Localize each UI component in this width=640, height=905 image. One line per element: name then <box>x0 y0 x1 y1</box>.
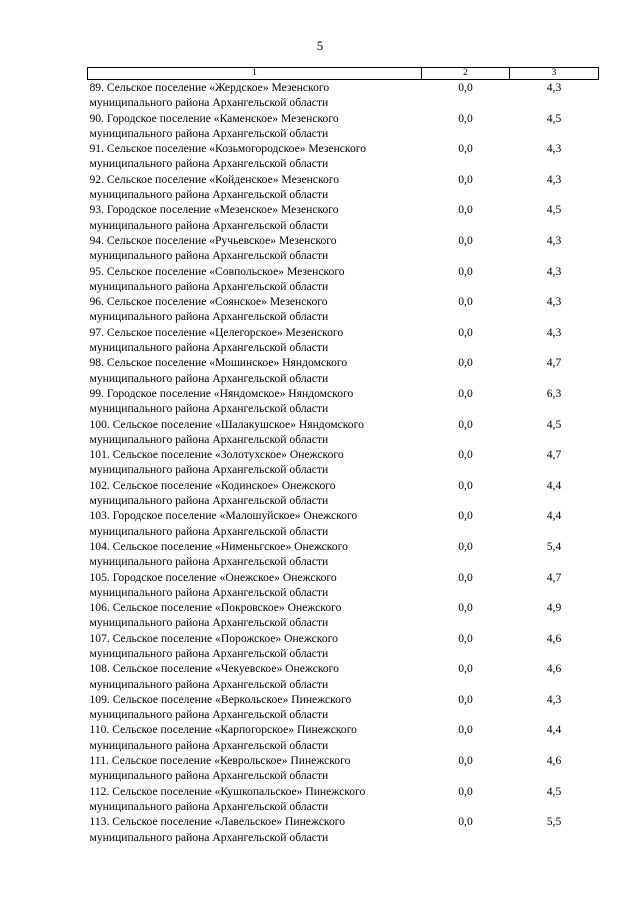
table-row-continuation <box>88 830 599 845</box>
settlement-name-line2: муниципального района Архангельской области <box>89 96 329 110</box>
table-row-continuation <box>88 646 599 661</box>
settlement-name-line2: муниципального района Архангельской области <box>89 708 329 722</box>
settlement-name-line1: 90. Городское поселение «Каменское» Мезенского <box>89 111 339 125</box>
empty-cell <box>510 248 599 263</box>
table-row <box>88 172 599 187</box>
empty-cell <box>422 707 510 722</box>
empty-cell <box>422 432 510 447</box>
empty-cell <box>422 462 510 477</box>
empty-cell <box>422 738 510 753</box>
settlement-name-line1: 96. Сельское поселение «Соянское» Мезенского <box>89 295 328 309</box>
table-row-continuation <box>88 707 599 722</box>
value-col-2: 0,0 <box>458 356 473 370</box>
empty-cell <box>510 554 599 569</box>
data-table <box>87 67 599 845</box>
settlement-name-line2: муниципального района Архангельской области <box>89 738 329 752</box>
table-row-continuation <box>88 524 599 539</box>
settlement-name-line1: 100. Сельское поселение «Шалакушское» Няндомского <box>89 417 364 431</box>
settlement-name-line1: 98. Сельское поселение «Мошинское» Няндомского <box>89 356 348 370</box>
value-col-2: 0,0 <box>458 692 473 706</box>
empty-cell <box>422 554 510 569</box>
empty-cell <box>422 768 510 783</box>
value-col-3: 4,6 <box>546 754 562 768</box>
empty-cell <box>422 156 510 171</box>
table-header <box>88 68 599 80</box>
value-col-3: 4,7 <box>546 448 562 462</box>
table-row <box>88 784 599 799</box>
table-row-continuation <box>88 95 599 110</box>
table-row-continuation <box>88 340 599 355</box>
table-row-continuation <box>88 432 599 447</box>
empty-cell <box>422 646 510 661</box>
settlement-name-line2: муниципального района Архангельской области <box>89 769 329 783</box>
settlement-name-line2: муниципального района Архангельской области <box>89 402 329 416</box>
settlement-name-line1: 108. Сельское поселение «Чекуевское» Онежского <box>89 662 339 676</box>
settlement-name-line2: муниципального района Архангельской области <box>89 555 329 569</box>
table-row <box>88 631 599 646</box>
table-row <box>88 264 599 279</box>
settlement-name-line2: муниципального района Архангельской области <box>89 799 329 813</box>
value-col-3: 4,6 <box>546 631 562 645</box>
value-col-3: 4,3 <box>546 142 562 156</box>
settlement-name-line2: муниципального района Архангельской области <box>89 646 329 660</box>
table-row <box>88 814 599 829</box>
settlement-name-line2: муниципального района Архангельской области <box>89 371 329 385</box>
value-col-3: 4,5 <box>546 417 562 431</box>
empty-cell <box>510 707 599 722</box>
settlement-name-line1: 89. Сельское поселение «Жердское» Мезенского <box>89 81 330 94</box>
table-row <box>88 80 599 96</box>
value-col-2: 0,0 <box>458 570 473 584</box>
settlement-name-line1: 92. Сельское поселение «Койденское» Мезенского <box>89 172 340 186</box>
settlement-name-line2: муниципального района Архангельской области <box>89 677 329 691</box>
empty-cell <box>422 187 510 202</box>
value-col-3: 4,5 <box>546 111 562 125</box>
table-row <box>88 294 599 309</box>
table-row <box>88 386 599 401</box>
empty-cell <box>510 646 599 661</box>
empty-cell <box>510 585 599 600</box>
empty-cell <box>510 462 599 477</box>
settlement-name-line2: муниципального района Архангельской области <box>89 524 329 538</box>
value-col-2: 0,0 <box>458 662 473 676</box>
table-row-continuation <box>88 156 599 171</box>
header-col-2: 2 <box>422 68 510 80</box>
empty-cell <box>510 218 599 233</box>
table-row <box>88 539 599 554</box>
empty-cell <box>510 156 599 171</box>
empty-cell <box>510 768 599 783</box>
empty-cell <box>510 126 599 141</box>
value-col-3: 4,7 <box>546 356 562 370</box>
empty-cell <box>422 126 510 141</box>
settlement-name-line1: 91. Сельское поселение «Козьмогородское» Мезенского <box>89 142 367 156</box>
table-row-continuation <box>88 248 599 263</box>
value-col-3: 4,3 <box>546 233 562 247</box>
value-col-2: 0,0 <box>458 81 473 94</box>
page-number: 5 <box>316 38 324 53</box>
value-col-3: 4,4 <box>546 509 562 523</box>
table-row-continuation <box>88 615 599 630</box>
value-col-2: 0,0 <box>458 601 473 615</box>
table-row-continuation <box>88 126 599 141</box>
settlement-name-line1: 99. Городское поселение «Няндомское» Няндомского <box>89 386 354 400</box>
table-row <box>88 722 599 737</box>
empty-cell <box>422 248 510 263</box>
empty-cell <box>510 432 599 447</box>
empty-cell <box>422 615 510 630</box>
settlement-name-line2: муниципального района Архангельской области <box>89 249 329 263</box>
empty-cell <box>510 799 599 814</box>
table-row-continuation <box>88 493 599 508</box>
settlement-name-line1: 111. Сельское поселение «Кеврольское» Пинежского <box>89 754 351 768</box>
table-row <box>88 661 599 676</box>
empty-cell <box>422 340 510 355</box>
table-row <box>88 325 599 340</box>
table-row <box>88 600 599 615</box>
settlement-name-line2: муниципального района Архангельской области <box>89 279 329 293</box>
settlement-name-line1: 107. Сельское поселение «Порожское» Онежского <box>89 631 338 645</box>
value-col-2: 0,0 <box>458 172 473 186</box>
table-row <box>88 141 599 156</box>
table-row-continuation <box>88 371 599 386</box>
empty-cell <box>422 524 510 539</box>
empty-cell <box>422 493 510 508</box>
settlement-name-line1: 94. Сельское поселение «Ручьевское» Мезенского <box>89 233 337 247</box>
value-col-3: 4,5 <box>546 784 562 798</box>
table-row-continuation <box>88 738 599 753</box>
settlement-name-line1: 106. Сельское поселение «Покровское» Онежского <box>89 601 342 615</box>
table-row <box>88 570 599 585</box>
empty-cell <box>422 309 510 324</box>
settlement-name-line2: муниципального района Архангельской области <box>89 830 329 844</box>
settlement-name-line2: муниципального района Архангельской области <box>89 310 329 324</box>
value-col-3: 4,3 <box>546 295 562 309</box>
settlement-name-line2: муниципального района Архангельской области <box>89 188 329 202</box>
value-col-2: 0,0 <box>458 417 473 431</box>
value-col-3: 4,7 <box>546 570 562 584</box>
table-body <box>88 80 599 845</box>
header-col-3: 3 <box>510 68 599 80</box>
table-row <box>88 355 599 370</box>
settlement-name-line1: 102. Сельское поселение «Кодинское» Онежского <box>89 478 336 492</box>
value-col-2: 0,0 <box>458 631 473 645</box>
table-row <box>88 447 599 462</box>
empty-cell <box>422 401 510 416</box>
settlement-name-line1: 101. Сельское поселение «Золотухское» Онежского <box>89 448 344 462</box>
settlement-name-line1: 103. Городское поселение «Малошуйское» Онежского <box>89 509 358 523</box>
value-col-2: 0,0 <box>458 478 473 492</box>
empty-cell <box>422 799 510 814</box>
empty-cell <box>510 371 599 386</box>
settlement-name-line2: муниципального района Архангельской области <box>89 463 329 477</box>
value-col-3: 5,4 <box>546 539 562 553</box>
value-col-2: 0,0 <box>458 295 473 309</box>
value-col-2: 0,0 <box>458 784 473 798</box>
value-col-3: 4,3 <box>546 81 562 94</box>
empty-cell <box>510 524 599 539</box>
table-row-continuation <box>88 218 599 233</box>
table-row <box>88 692 599 707</box>
value-col-2: 0,0 <box>458 264 473 278</box>
table-row <box>88 233 599 248</box>
table-row-continuation <box>88 799 599 814</box>
value-col-2: 0,0 <box>458 539 473 553</box>
table-row <box>88 111 599 126</box>
empty-cell <box>510 279 599 294</box>
empty-cell <box>510 830 599 845</box>
empty-cell <box>510 738 599 753</box>
empty-cell <box>510 187 599 202</box>
settlement-name-line1: 104. Сельское поселение «Нименьгское» Онежского <box>89 539 348 553</box>
settlement-name-line1: 93. Городское поселение «Мезенское» Мезенского <box>89 203 339 217</box>
settlement-name-line2: муниципального района Архангельской области <box>89 616 329 630</box>
header-row <box>88 68 599 80</box>
table-row-continuation <box>88 401 599 416</box>
value-col-3: 4,3 <box>546 692 562 706</box>
empty-cell <box>510 615 599 630</box>
table-row-continuation <box>88 187 599 202</box>
settlement-name-line2: муниципального района Архангельской области <box>89 218 329 232</box>
settlement-name-line2: муниципального района Архангельской области <box>89 126 329 140</box>
value-col-2: 0,0 <box>458 448 473 462</box>
table-row <box>88 202 599 217</box>
empty-cell <box>422 677 510 692</box>
value-col-2: 0,0 <box>458 233 473 247</box>
table-row-continuation <box>88 279 599 294</box>
table-row-continuation <box>88 462 599 477</box>
value-col-3: 4,5 <box>546 203 562 217</box>
value-col-3: 5,5 <box>546 815 562 829</box>
value-col-2: 0,0 <box>458 203 473 217</box>
settlement-name-line1: 110. Сельское поселение «Карпогорское» Пинежского <box>89 723 357 737</box>
table-row <box>88 417 599 432</box>
settlement-name-line1: 97. Сельское поселение «Целегорское» Мезенского <box>89 325 344 339</box>
empty-cell <box>422 371 510 386</box>
empty-cell <box>422 279 510 294</box>
value-col-3: 4,3 <box>546 264 562 278</box>
value-col-2: 0,0 <box>458 386 473 400</box>
settlement-name-line2: муниципального района Архангельской области <box>89 432 329 446</box>
empty-cell <box>510 401 599 416</box>
settlement-name-line1: 112. Сельское поселение «Кушкопальское» Пинежского <box>89 784 366 798</box>
header-col-1: 1 <box>88 68 422 80</box>
value-col-2: 0,0 <box>458 111 473 125</box>
settlement-name-line2: муниципального района Архангельской области <box>89 494 329 508</box>
settlement-name-line2: муниципального района Архангельской области <box>89 157 329 171</box>
value-col-3: 4,9 <box>546 601 562 615</box>
settlement-name-line2: муниципального района Архангельской области <box>89 341 329 355</box>
table-row-continuation <box>88 309 599 324</box>
empty-cell <box>510 677 599 692</box>
table-row-continuation <box>88 554 599 569</box>
settlement-name-line1: 105. Городское поселение «Онежское» Онежского <box>89 570 337 584</box>
settlement-name-line1: 113. Сельское поселение «Лавельское» Пинежского <box>89 815 346 829</box>
empty-cell <box>422 830 510 845</box>
value-col-3: 4,4 <box>546 478 562 492</box>
table-row <box>88 478 599 493</box>
table-row-continuation <box>88 585 599 600</box>
table-row-continuation <box>88 677 599 692</box>
value-col-3: 6,3 <box>546 386 562 400</box>
value-col-3: 4,4 <box>546 723 562 737</box>
settlement-name-line1: 109. Сельское поселение «Веркольское» Пинежского <box>89 692 352 706</box>
value-col-2: 0,0 <box>458 815 473 829</box>
empty-cell <box>510 309 599 324</box>
value-col-2: 0,0 <box>458 142 473 156</box>
value-col-2: 0,0 <box>458 325 473 339</box>
settlement-name-line1: 95. Сельское поселение «Совпольское» Мезенского <box>89 264 345 278</box>
empty-cell <box>422 218 510 233</box>
value-col-2: 0,0 <box>458 723 473 737</box>
value-col-3: 4,3 <box>546 172 562 186</box>
settlement-name-line2: муниципального района Архангельской области <box>89 585 329 599</box>
value-col-3: 4,3 <box>546 325 562 339</box>
table-row-continuation <box>88 768 599 783</box>
table-row <box>88 753 599 768</box>
table-row <box>88 508 599 523</box>
value-col-2: 0,0 <box>458 509 473 523</box>
value-col-3: 4,6 <box>546 662 562 676</box>
empty-cell <box>510 95 599 110</box>
value-col-2: 0,0 <box>458 754 473 768</box>
empty-cell <box>422 95 510 110</box>
empty-cell <box>510 340 599 355</box>
empty-cell <box>510 493 599 508</box>
empty-cell <box>422 585 510 600</box>
